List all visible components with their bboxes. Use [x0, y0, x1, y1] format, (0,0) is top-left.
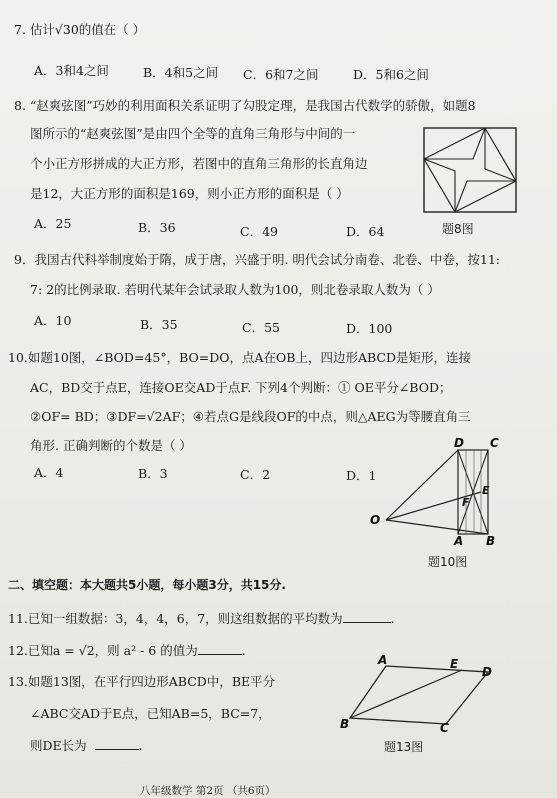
q10-label-f: F [462, 496, 470, 509]
q8-option-d: D．64 [346, 224, 385, 239]
q13-figure-caption: 题13图 [384, 740, 424, 754]
q13-line-3-wrap [30, 737, 143, 754]
q7-option-a: A．3和4之间 [34, 63, 109, 78]
q13-line-3: 则DE长为 [30, 738, 87, 753]
q13-label-c: C [440, 721, 449, 734]
q7-option-c: C．6和7之间 [243, 67, 319, 82]
q13-label-b: B [340, 717, 350, 731]
q8-figure-zhaoshuang-diagram [421, 125, 521, 217]
q8-line-2: 图所示的“赵爽弦图”是由四个全等的直角三角形与中间的一 [30, 126, 356, 141]
q10-option-a: A．4 [34, 465, 64, 480]
q9-option-b: B．35 [140, 317, 178, 332]
q10-option-b: B．3 [138, 466, 168, 481]
q8-line-4: 是12，大正方形的面积是169，则小正方形的面积是（ ） [30, 186, 349, 201]
page-footer: 八年级数学 第2页 （共6页） [140, 785, 276, 797]
q10-label-c: C [490, 436, 499, 450]
q12-answer-blank[interactable] [198, 642, 242, 655]
q10-label-e: E [482, 484, 490, 497]
q13-line-2: ∠ABC交AD于E点，已知AB=5，BC=7， [30, 706, 271, 721]
q8-line-1: 8. “赵爽弦图”巧妙的利用面积关系证明了勾股定理，是我国古代数学的骄傲，如题8 [14, 98, 476, 113]
q8-option-b: B．36 [138, 220, 176, 235]
q9-option-c: C．55 [242, 320, 280, 335]
q8-figure-caption: 题8图 [442, 222, 474, 236]
q7-option-b: B．4和5之间 [143, 65, 219, 80]
q10-figure-rectangle-diagram [366, 434, 510, 546]
q10-option-d: D．1 [346, 468, 377, 483]
q9-option-a: A．10 [34, 313, 72, 328]
section-2-title: 二、填空题：本大题共5小题，每小题3分，共15分. [8, 578, 286, 592]
q13-label-d: D [482, 665, 492, 679]
q13-label-e: E [450, 657, 459, 671]
q10-line-1: 10.如题10图，∠BOD=45°，BO=DO，点A在OB上，四边形ABCD是矩形，连接 [8, 350, 471, 365]
q12-text: 12.已知a = √2，则 a² - 6 的值为 [8, 643, 198, 658]
q11-tail: . [390, 611, 395, 626]
q7-stem: 7. 估计√30的值在（ ） [14, 22, 146, 37]
q10-line-2: AC，BD交于点E，连接OE交AD于点F. 下列4个判断：① OE平分∠BOD； [30, 380, 452, 395]
q10-label-d: D [454, 436, 464, 450]
q9-line-2: 7: 2的比例录取. 若明代某年会试录取人数为100，则北卷录取人数为（ ） [30, 282, 440, 297]
q13-answer-blank[interactable] [95, 737, 139, 750]
q12-tail: . [241, 643, 246, 658]
q9-line-1: 9．我国古代科举制度始于隋，成于唐，兴盛于明. 明代会试分南卷、北卷、中卷，按11: [14, 252, 501, 267]
q13-label-a: A [378, 654, 388, 667]
q10-figure-caption: 题10图 [428, 555, 468, 569]
q10-label-a: A [454, 534, 464, 546]
q10-line-3: ②OF= BD；③DF=√2AF；④若点G是线段OF的中点，则△AEG为等腰直角三 [30, 409, 471, 424]
q7-option-d: D．5和6之间 [353, 67, 429, 82]
q11-answer-blank[interactable] [343, 610, 391, 623]
q13-figure-parallelogram [338, 654, 508, 734]
q8-line-3: 个小正方形拼成的大正方形，若图中的直角三角形的长直角边 [30, 156, 368, 171]
q13-tail: . [138, 738, 143, 753]
q8-option-a: A．25 [34, 216, 72, 231]
q11-stem [8, 610, 395, 627]
q13-line-1: 13.如题13图，在平行四边形ABCD中，BE平分 [8, 674, 276, 689]
q9-option-d: D．100 [346, 321, 393, 336]
q10-label-o: O [370, 513, 381, 527]
q10-label-b: B [486, 534, 496, 546]
q12-stem [8, 642, 246, 659]
q8-option-c: C．49 [240, 224, 278, 239]
q10-option-c: C．2 [240, 467, 271, 482]
q10-line-4: 角形. 正确判断的个数是（ ） [30, 438, 192, 453]
q11-text: 11.已知一组数据：3，4，4，6，7，则这组数据的平均数为 [8, 611, 343, 626]
